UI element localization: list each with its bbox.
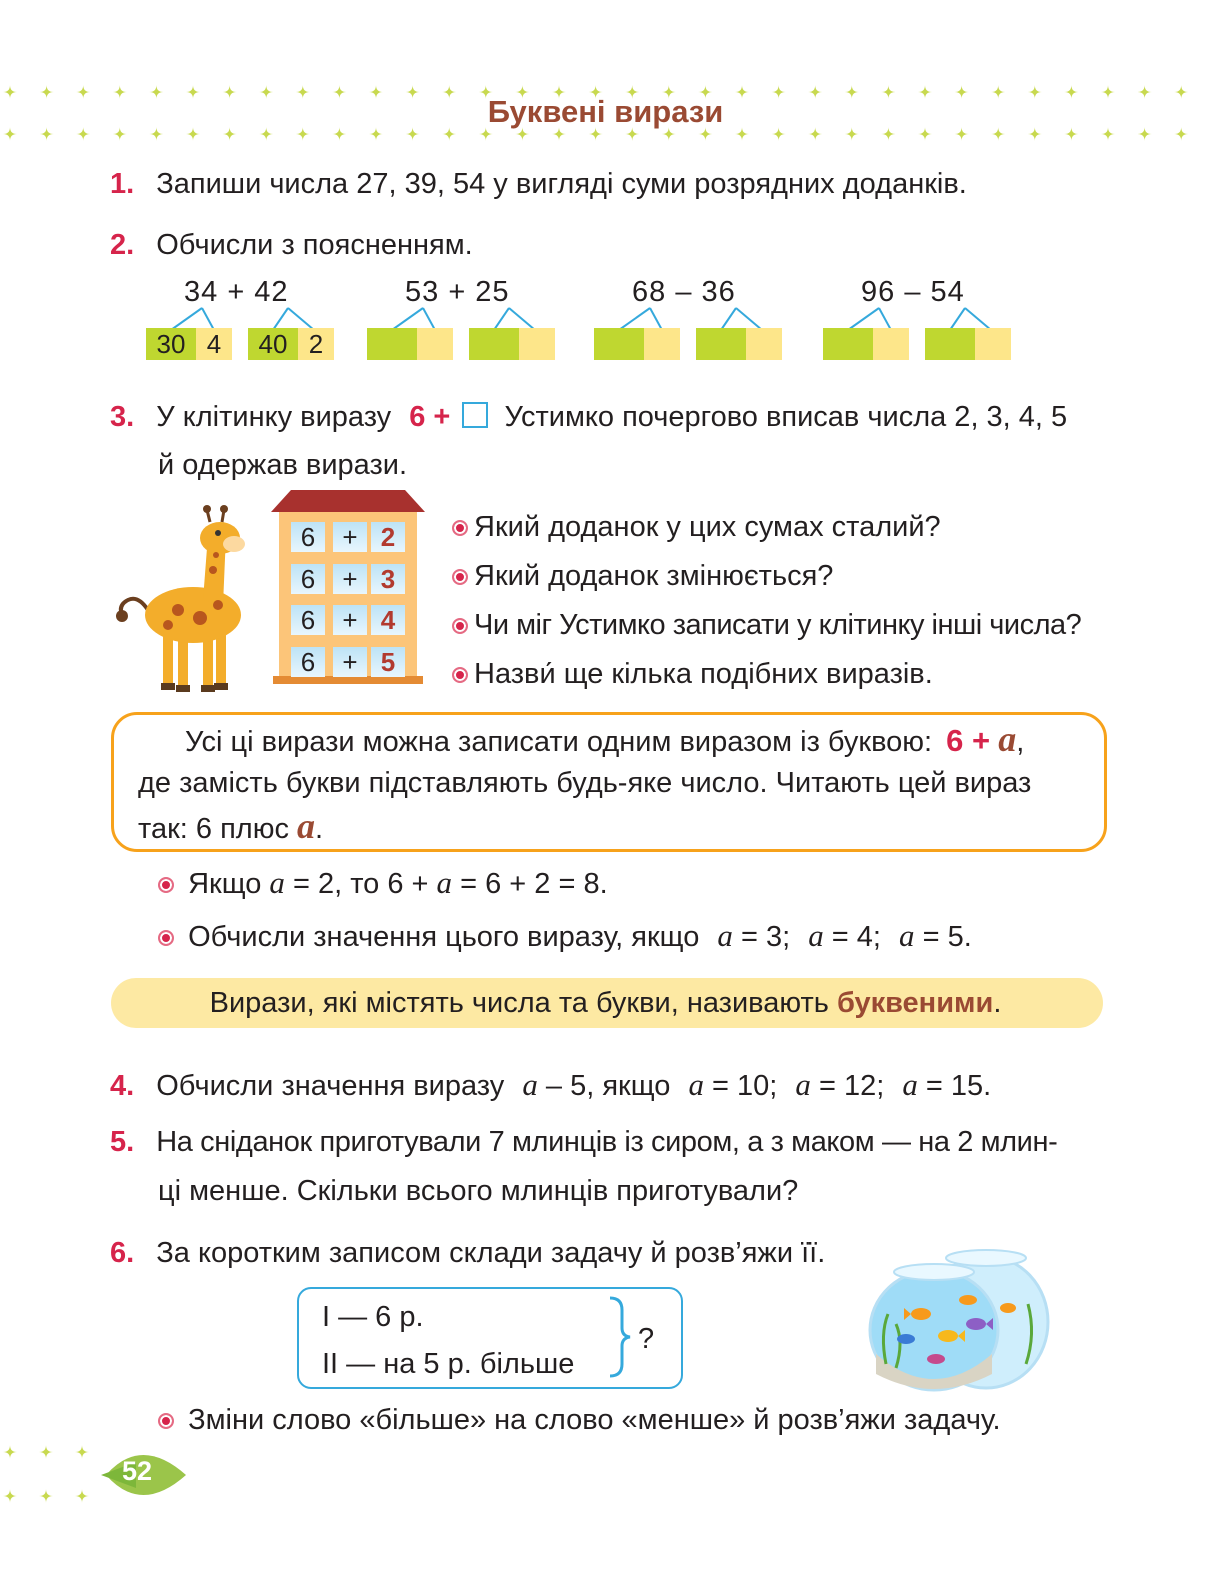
- bullet-compute-p2: = 3;: [740, 921, 791, 953]
- units-cell[interactable]: [975, 328, 1011, 360]
- question-item: [452, 559, 833, 593]
- short-record-row-2: II — на 5 р. більше: [322, 1348, 575, 1380]
- page-number: 52: [122, 1456, 153, 1486]
- tens-cell[interactable]: [823, 328, 873, 360]
- tower-addend-variable: 3: [371, 564, 405, 594]
- definition-end: .: [993, 987, 1002, 1019]
- question-item: [452, 608, 1081, 642]
- tower-addend-constant: 6: [291, 605, 325, 635]
- short-record-row-1: I — 6 р.: [322, 1301, 424, 1333]
- star-icon: [3, 1489, 17, 1503]
- star-icon: [39, 1445, 53, 1459]
- tower-operator: +: [333, 605, 367, 635]
- bullet-icon: [158, 1413, 174, 1429]
- rule-line-3-text: так: 6 плюс: [138, 813, 289, 845]
- task-3-line2: й одержав вирази.: [158, 449, 408, 481]
- tower-addend-variable: 4: [371, 605, 405, 635]
- question-text: Чи міг Устимко записати у клітинку інші числа?: [474, 609, 1082, 641]
- expression-label: 53 + 25: [405, 276, 510, 308]
- task-3-text-before: У клітинку виразу: [156, 401, 392, 433]
- task-5-line2: ці менше. Скільки всього млинців приготували?: [158, 1175, 799, 1207]
- task-6-bullet-text: Зміни слово «більше» на слово «менше» й розв’яжи задачу.: [188, 1404, 1001, 1436]
- bullet-example: [158, 866, 608, 901]
- question-item: [452, 657, 933, 691]
- task-1-text: Запиши числа 27, 39, 54 у вигляді суми розрядних доданків.: [156, 168, 967, 200]
- rule-line-1-text: Усі ці вирази можна записати одним виразом із буквою:: [185, 726, 933, 758]
- units-cell[interactable]: [746, 328, 782, 360]
- units-cell[interactable]: [644, 328, 680, 360]
- tower-addend-constant: 6: [291, 647, 325, 677]
- tower-roof: [271, 490, 425, 514]
- bullet-example-p1: Якщо: [188, 868, 262, 900]
- bullet-compute-p1: Обчисли значення цього виразу, якщо: [188, 921, 700, 953]
- bullet-example-var-2: a: [436, 865, 453, 900]
- tower-operator: +: [333, 564, 367, 594]
- bullet-icon: [452, 569, 468, 585]
- units-cell[interactable]: [519, 328, 555, 360]
- rule-var: a: [998, 719, 1017, 759]
- star-icon: [75, 1445, 89, 1459]
- task-3-expr: 6 +: [409, 401, 451, 433]
- tens-cell[interactable]: [594, 328, 644, 360]
- bullet-example-var: a: [269, 865, 285, 900]
- task-4-var-4: a: [902, 1067, 918, 1102]
- task-6-text: За коротким записом склади задачу й розв’яжи її.: [156, 1237, 826, 1269]
- task-5-line1: На сніданок приготували 7 млинців із сиром, а з маком — на 2 млин-: [156, 1126, 1058, 1158]
- bullet-compute-p4: = 5.: [922, 921, 972, 953]
- bullet-compute-var-3: a: [899, 918, 915, 953]
- rule-line-3-var: a: [297, 806, 316, 846]
- task-3-questions: [452, 510, 1152, 700]
- star-icon: [39, 1489, 53, 1503]
- tower-operator: +: [333, 522, 367, 552]
- units-cell: 2: [298, 328, 334, 360]
- task-1-number: 1.: [110, 168, 135, 200]
- task-6-bullet: [158, 1403, 1001, 1437]
- tens-cell[interactable]: [925, 328, 975, 360]
- rule-line-1: Усі ці вирази можна записати одним виразом із буквою: 6 + a,: [185, 719, 1025, 759]
- definition-main: Вирази, які містять числа та букви, називають: [209, 987, 829, 1019]
- tower-operator: +: [333, 647, 367, 677]
- task-2: [110, 228, 473, 262]
- bullet-icon: [452, 667, 468, 683]
- bullet-example-p2: = 2, то 6 +: [292, 868, 429, 900]
- units-cell[interactable]: [417, 328, 453, 360]
- short-record-question: ?: [638, 1323, 655, 1355]
- task-4: [110, 1068, 991, 1103]
- giraffe-illustration: [108, 500, 248, 695]
- bullet-compute: [158, 919, 972, 954]
- task-5-number: 5.: [110, 1126, 135, 1158]
- definition-text: [0, 986, 1211, 1020]
- bullet-icon: [452, 520, 468, 536]
- tens-cell: 30: [146, 328, 196, 360]
- question-item: [452, 510, 941, 544]
- definition-bold: буквеними: [836, 987, 994, 1019]
- question-text: Який доданок у цих сумах сталий?: [474, 511, 941, 543]
- task-4-p5: = 15.: [925, 1070, 992, 1102]
- task-4-var-3: a: [795, 1067, 811, 1102]
- bullet-compute-p3: = 4;: [831, 921, 881, 953]
- task-4-p3: = 10;: [712, 1070, 778, 1102]
- bullet-compute-var-2: a: [808, 918, 824, 953]
- tens-cell: 40: [248, 328, 298, 360]
- units-cell[interactable]: [873, 328, 909, 360]
- bottom-stars: [0, 1440, 110, 1510]
- question-text: Назви́ ще кілька подібних виразів.: [474, 658, 933, 690]
- tens-cell[interactable]: [367, 328, 417, 360]
- expression-label: 68 – 36: [632, 276, 736, 308]
- task-5: [110, 1125, 1057, 1159]
- rule-line-2: де замість букви підставляють будь-яке число. Читають цей вираз: [138, 767, 1032, 799]
- empty-cell-icon: [462, 402, 488, 428]
- rule-line-3: так: 6 плюс a.: [138, 806, 324, 846]
- aquarium-illustration: [866, 1244, 1052, 1394]
- task-6: [110, 1236, 825, 1270]
- bullet-icon: [158, 877, 174, 893]
- task-2-number: 2.: [110, 229, 135, 261]
- star-icon: [75, 1489, 89, 1503]
- question-text: Який доданок змінюється?: [474, 560, 834, 592]
- task-3: [110, 400, 1067, 434]
- tower-rows: [271, 522, 425, 682]
- task-4-p1: Обчисли значення виразу: [156, 1070, 505, 1102]
- tower-addend-constant: 6: [291, 522, 325, 552]
- task-6-number: 6.: [110, 1237, 135, 1269]
- rule-expr: 6 +: [946, 723, 991, 758]
- bullet-icon: [452, 618, 468, 634]
- bullet-compute-var-1: a: [717, 918, 733, 953]
- bullet-icon: [158, 930, 174, 946]
- task-2-text: Обчисли з поясненням.: [156, 229, 473, 261]
- task-4-var-2: a: [688, 1067, 704, 1102]
- tens-cell[interactable]: [469, 328, 519, 360]
- task-4-var-1: a: [522, 1067, 538, 1102]
- star-icon: [3, 1445, 17, 1459]
- page-title: Буквені вирази: [487, 94, 724, 129]
- tower-addend-variable: 2: [371, 522, 405, 552]
- bullet-example-p3: = 6 + 2 = 8.: [460, 868, 608, 900]
- task-1: [110, 167, 967, 201]
- expression-label: 96 – 54: [861, 276, 965, 308]
- task-4-number: 4.: [110, 1070, 135, 1102]
- tower-addend-variable: 5: [371, 647, 405, 677]
- expression-label: 34 + 42: [184, 276, 289, 308]
- expression-tower: [271, 490, 425, 690]
- tower-addend-constant: 6: [291, 564, 325, 594]
- tens-cell[interactable]: [696, 328, 746, 360]
- brace-icon: [606, 1296, 632, 1378]
- task-3-text-after: Устимко почергово вписав числа 2, 3, 4, 5: [504, 401, 1068, 433]
- units-cell: 4: [196, 328, 232, 360]
- task-4-p2: – 5, якщо: [545, 1070, 671, 1102]
- task-2-expressions: [0, 270, 1211, 370]
- task-4-p4: = 12;: [818, 1070, 885, 1102]
- task-3-number: 3.: [110, 401, 135, 433]
